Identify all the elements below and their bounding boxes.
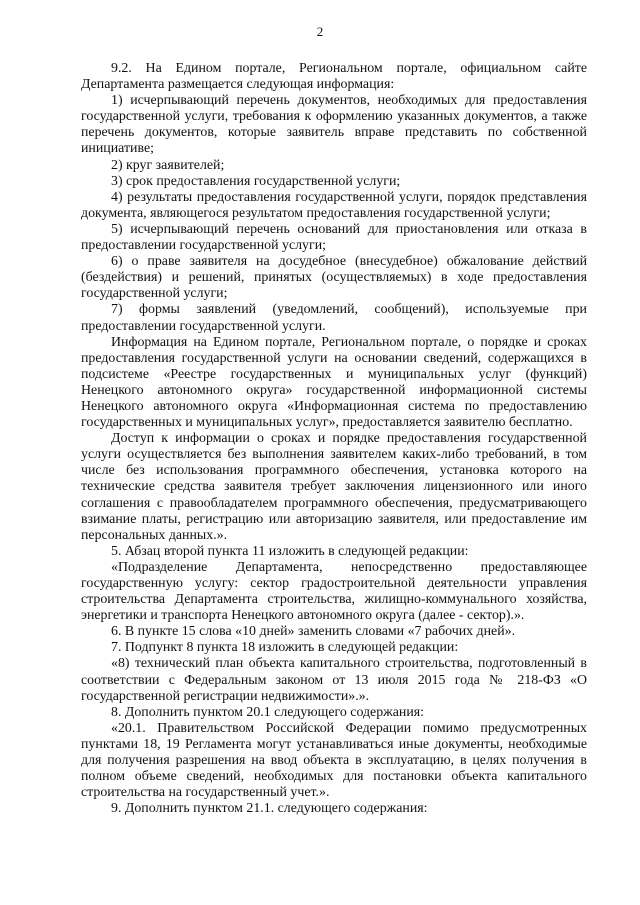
paragraph-amendment-7: 7. Подпункт 8 пункта 18 изложить в следующей редакции:: [111, 640, 459, 656]
list-item-4: 4) результаты предоставления государственной услуги, порядок представления документа, являющегося результатом предоставления государственной услуги;: [81, 189, 587, 221]
paragraph-9-2: 9.2. На Едином портале, Региональном портале, официальном сайте Департамента размещается следующая информация:: [81, 61, 587, 93]
paragraph-amendment-9: 9. Дополнить пунктом 21.1. следующего содержания:: [111, 801, 428, 817]
list-item-1: 1) исчерпывающий перечень документов, необходимых для предоставления государственной услуги, требования к оформлению указанных документов, а также перечень документов, которые заявитель вправе представить по собственной инициативе;: [81, 93, 587, 157]
list-item-6: 6) о праве заявителя на досудебное (внесудебное) обжалование действий (бездействия) и решений, принятых (осуществляемых) в ходе предоставления государственной услуги;: [81, 254, 587, 302]
paragraph-amendment-6: 6. В пункте 15 слова «10 дней» заменить словами «7 рабочих дней».: [111, 624, 516, 640]
list-item-7: 7) формы заявлений (уведомлений, сообщений), используемые при предоставлении государственной услуги.: [81, 302, 587, 334]
paragraph-amendment-5-text: «Подразделение Департамента, непосредственно предоставляющее государственную услугу: сектор градостроительной деятельности управления строительства Департамента строительства, жилищно-коммунального хозяйства, энергетики и транспорта Ненецкого автономного округа (далее - сектор).».: [81, 559, 587, 624]
list-item-3: 3) срок предоставления государственной услуги;: [111, 173, 401, 189]
list-item-2: 2) круг заявителей;: [111, 157, 225, 173]
paragraph-amendment-7-text: «8) технический план объекта капитального строительства, подготовленный в соответствии с Федеральным законом от 13 июля 2015 года № 218-ФЗ «О государственной регистрации недвижимости».».: [81, 656, 587, 704]
paragraph-info-portal: Информация на Едином портале, Региональном портале, о порядке и сроках предоставления государственной услуги на основании сведений, содержащихся в подсистеме «Реестре государственных и муниципальных услуг (функций) Ненецкого автономного округа» государственной информационной системы Ненецкого автономного округа «Информационная система по предоставлению государственных и муниципальных услуг», предоставляется заявителю бесплатно.: [81, 334, 587, 431]
paragraph-access: Доступ к информации о сроках и порядке предоставления государственной услуги осуществляется без выполнения заявителем каких-либо требований, в том числе без использования программного обеспечения, установка которого на технические средства заявителя требует заключения лицензионного или иного соглашения с правообладателем программного обеспечения, предусматривающего взимание платы, регистрацию или авторизацию заявителя, или предоставление им персональных данных.».: [81, 431, 587, 543]
list-item-5: 5) исчерпывающий перечень оснований для приостановления или отказа в предоставлении государственной услуги;: [81, 221, 587, 254]
page-number: 2: [316, 24, 324, 39]
paragraph-amendment-5: 5. Абзац второй пункта 11 изложить в следующей редакции:: [111, 543, 469, 559]
document-body: [81, 61, 587, 817]
paragraph-amendment-8-text: «20.1. Правительством Российской Федерации помимо предусмотренных пунктами 18, 19 Регламента могут устанавливаться иные документы, необходимые для получения разрешения на ввод объекта в эксплуатацию, в целях получения в полном объеме сведений, необходимых для постановки объекта капитального строительства на государственный учет.».: [81, 720, 587, 801]
paragraph-amendment-8: 8. Дополнить пунктом 20.1 следующего содержания:: [111, 704, 425, 720]
